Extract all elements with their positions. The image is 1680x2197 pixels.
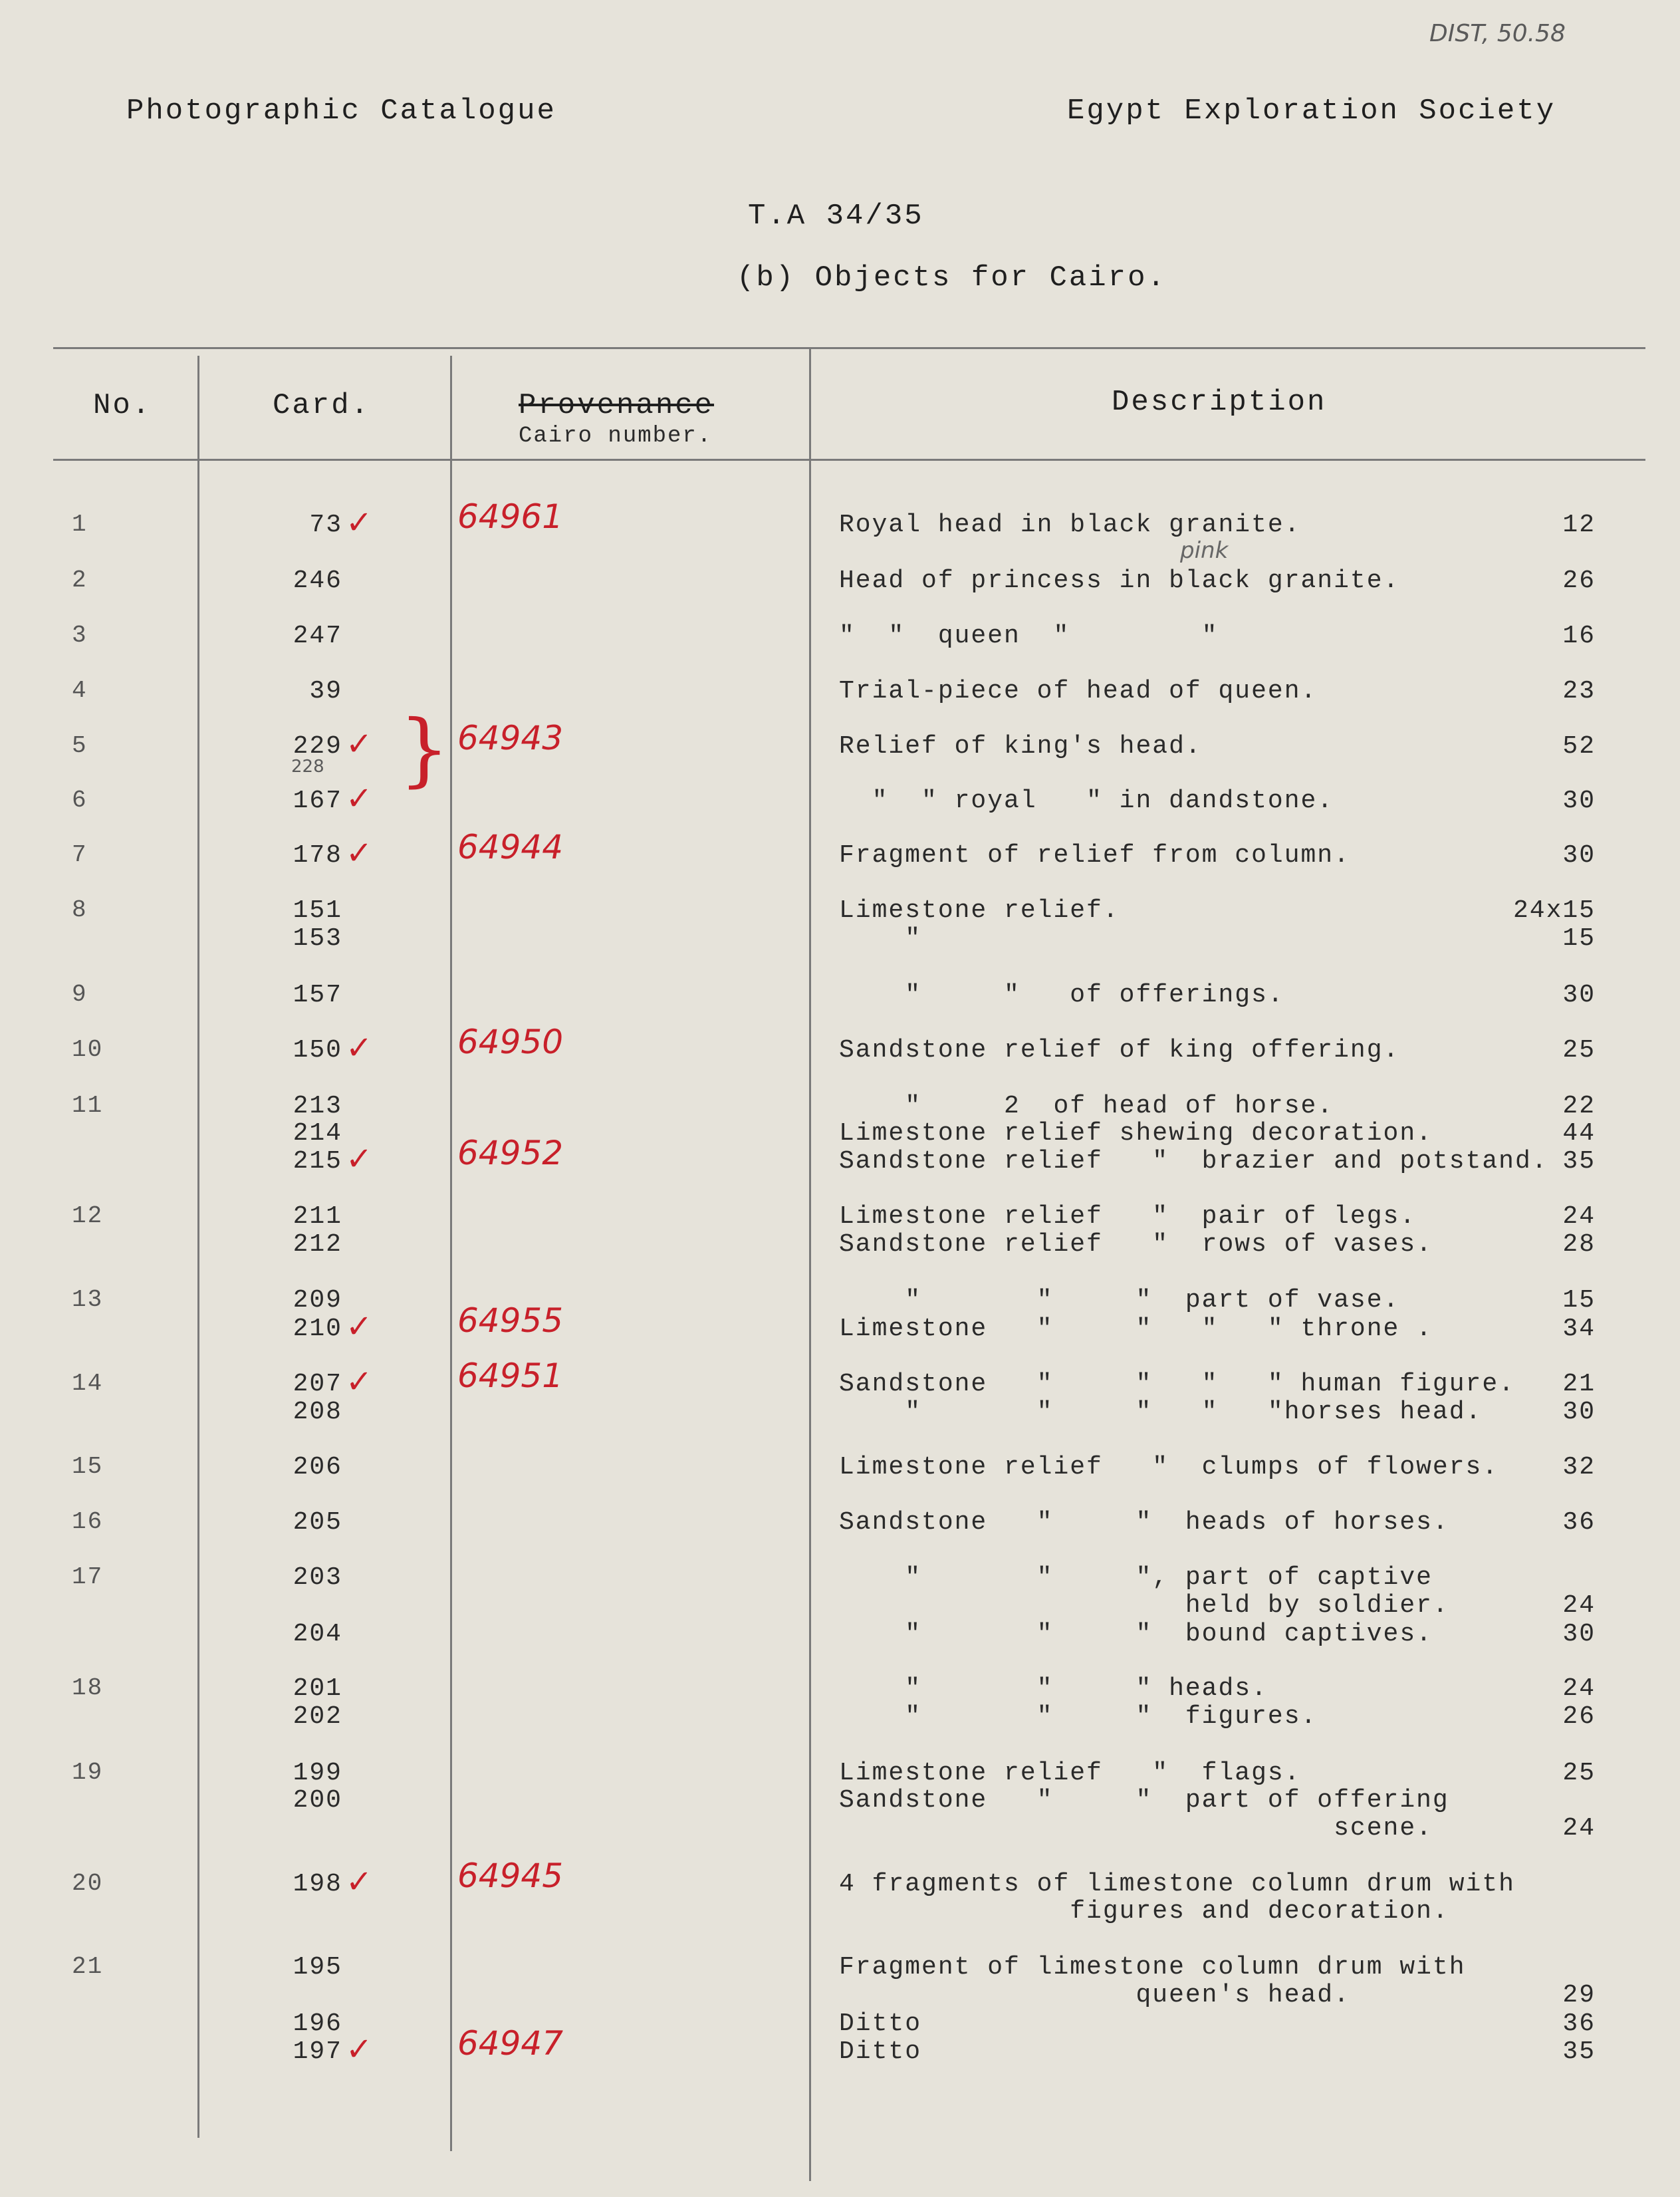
cairo-number: 64950 [457, 1023, 564, 1061]
card-number: 200 [293, 1786, 342, 1815]
description-text: Limestone relief " clumps of flowers. [839, 1453, 1499, 1482]
page-ref: T.A 34/35 [748, 199, 924, 233]
red-tick: ✓ [346, 1863, 373, 1900]
row-number: 6 [72, 787, 88, 814]
row-number: 1 [72, 511, 88, 538]
card-number: 212 [293, 1230, 342, 1259]
red-tick: ✓ [346, 1029, 373, 1067]
description-text: 4 fragments of limestone column drum with [839, 1870, 1515, 1898]
card-number: 210 [293, 1315, 342, 1343]
row-number: 18 [72, 1674, 104, 1702]
red-tick: ✓ [346, 780, 373, 817]
amount: 52 [1562, 732, 1596, 761]
card-number: 196 [293, 2009, 342, 2038]
header-left: Photographic Catalogue [126, 94, 556, 128]
description-text: " " " figures. [839, 1702, 1318, 1731]
cairo-number: 64945 [457, 1857, 564, 1895]
card-number: 208 [293, 1398, 342, 1426]
description-text: Limestone relief. [839, 896, 1120, 925]
card-number: 178 [293, 841, 342, 870]
amount: 35 [1562, 2037, 1596, 2066]
row-number: 16 [72, 1508, 104, 1535]
description-text: Ditto [839, 2009, 922, 2038]
row-number: 13 [72, 1286, 104, 1313]
amount: 25 [1562, 1759, 1596, 1787]
card-number: 203 [293, 1563, 342, 1592]
row-number: 19 [72, 1759, 104, 1786]
card-number: 201 [293, 1674, 342, 1703]
row-number: 9 [72, 981, 88, 1008]
card-number: 73 [309, 511, 342, 539]
red-tick: ✓ [346, 835, 373, 872]
table-header-rule [53, 459, 1645, 461]
card-number: 150 [293, 1036, 342, 1065]
amount: 36 [1562, 2009, 1596, 2038]
card-number: 39 [309, 677, 342, 706]
amount: 22 [1562, 1092, 1596, 1120]
description-text: Sandstone " " " " human figure. [839, 1370, 1515, 1398]
description-text: held by soldier. [839, 1591, 1449, 1620]
description-text: Sandstone " " heads of horses. [839, 1508, 1449, 1537]
description-text: " " " bound captives. [839, 1620, 1433, 1648]
description-text: scene. [839, 1814, 1433, 1843]
card-number: 202 [293, 1702, 342, 1731]
row-number: 10 [72, 1036, 104, 1063]
card-number: 207 [293, 1370, 342, 1398]
description-text: figures and decoration. [839, 1897, 1449, 1926]
amount: 23 [1562, 677, 1596, 706]
description-text: " " " part of vase. [839, 1286, 1400, 1315]
row-number: 3 [72, 622, 88, 649]
description-text: Limestone " " " " throne . [839, 1315, 1433, 1343]
amount: 24x15 [1512, 896, 1596, 925]
amount: 24 [1562, 1202, 1596, 1231]
cairo-number: 64961 [457, 497, 564, 536]
description-text: " " of offerings. [839, 981, 1284, 1009]
card-number: 151 [293, 896, 342, 925]
row-number: 21 [72, 1953, 104, 1980]
description-text: Limestone relief " pair of legs. [839, 1202, 1417, 1231]
red-tick: ✓ [346, 1363, 373, 1400]
amount: 30 [1562, 1398, 1596, 1426]
amount: 24 [1562, 1814, 1596, 1843]
amount: 36 [1562, 1508, 1596, 1537]
table-top-rule [53, 347, 1645, 349]
card-number: 247 [293, 622, 342, 650]
red-tick: ✓ [346, 504, 373, 541]
amount: 24 [1562, 1674, 1596, 1703]
row-number: 7 [72, 841, 88, 868]
description-text: Relief of king's head. [839, 732, 1202, 761]
col-description-heading: Description [1112, 386, 1327, 419]
red-brace: } [399, 704, 450, 796]
description-text: " " royal " in dandstone. [839, 787, 1334, 815]
amount: 16 [1562, 622, 1596, 650]
column-divider-2 [450, 356, 452, 2151]
amount: 15 [1562, 1286, 1596, 1315]
cairo-number: 64955 [457, 1301, 564, 1340]
amount: 32 [1562, 1453, 1596, 1482]
card-number: 199 [293, 1759, 342, 1787]
description-text: " " queen " " [839, 622, 1219, 650]
row-number: 17 [72, 1563, 104, 1591]
cairo-number: 64943 [457, 719, 564, 757]
row-number: 15 [72, 1453, 104, 1480]
cairo-number: 64951 [457, 1357, 564, 1395]
col-no-heading: No. [93, 389, 152, 422]
amount: 25 [1562, 1036, 1596, 1065]
description-text: Limestone relief " flags. [839, 1759, 1301, 1787]
card-number: 204 [293, 1620, 342, 1648]
row-number: 8 [72, 896, 88, 924]
amount: 21 [1562, 1370, 1596, 1398]
description-text: Fragment of limestone column drum with [839, 1953, 1466, 1982]
card-number: 206 [293, 1453, 342, 1482]
row-number: 12 [72, 1202, 104, 1229]
page-subtitle: (b) Objects for Cairo. [737, 261, 1167, 295]
description-text: Fragment of relief from column. [839, 841, 1350, 870]
pencil-card-228: 228 [291, 757, 324, 777]
col-provenance-heading: Provenance [519, 389, 715, 422]
card-number: 229 [293, 732, 342, 761]
description-text: Sandstone relief of king offering. [839, 1036, 1400, 1065]
description-text: " " " " "horses head. [839, 1398, 1483, 1426]
card-number: 198 [293, 1870, 342, 1898]
description-text: " " " heads. [839, 1674, 1268, 1703]
amount: 26 [1562, 567, 1596, 595]
description-text: Head of princess in black granite. [839, 567, 1400, 595]
amount: 12 [1562, 511, 1596, 539]
description-text: Sandstone relief " rows of vases. [839, 1230, 1433, 1259]
description-text: queen's head. [839, 1981, 1350, 2009]
amount: 15 [1562, 924, 1596, 953]
card-number: 167 [293, 787, 342, 815]
amount: 26 [1562, 1702, 1596, 1731]
amount: 30 [1562, 841, 1596, 870]
row-number: 20 [72, 1870, 104, 1897]
row-number: 2 [72, 567, 88, 594]
amount: 44 [1562, 1119, 1596, 1148]
description-text: Limestone relief shewing decoration. [839, 1119, 1433, 1148]
archive-mark: DIST, 50.58 [1429, 20, 1566, 47]
row-number: 14 [72, 1370, 104, 1397]
card-number: 215 [293, 1147, 342, 1176]
card-number: 209 [293, 1286, 342, 1315]
card-number: 205 [293, 1508, 342, 1537]
amount: 24 [1562, 1591, 1596, 1620]
card-number: 214 [293, 1119, 342, 1148]
amount: 28 [1562, 1230, 1596, 1259]
card-number: 157 [293, 981, 342, 1009]
red-tick: ✓ [346, 2031, 373, 2068]
description-text: " [839, 924, 922, 953]
amount: 29 [1562, 1981, 1596, 2009]
amount: 30 [1562, 1620, 1596, 1648]
description-text: Royal head in black granite. [839, 511, 1301, 539]
pencil-note-pink: pink [1180, 537, 1229, 564]
card-number: 246 [293, 567, 342, 595]
description-text: Ditto [839, 2037, 922, 2066]
row-number: 5 [72, 732, 88, 759]
header-right: Egypt Exploration Society [1067, 94, 1556, 128]
card-number: 197 [293, 2037, 342, 2066]
col-cairo-heading: Cairo number. [519, 424, 713, 449]
red-tick: ✓ [346, 725, 373, 763]
amount: 30 [1562, 981, 1596, 1009]
col-card-heading: Card. [273, 389, 371, 422]
cairo-number: 64952 [457, 1134, 564, 1172]
amount: 34 [1562, 1315, 1596, 1343]
row-number: 4 [72, 677, 88, 704]
cairo-number: 64944 [457, 828, 564, 866]
row-number: 11 [72, 1092, 104, 1119]
card-number: 213 [293, 1092, 342, 1120]
red-tick: ✓ [346, 1308, 373, 1345]
card-number: 211 [293, 1202, 342, 1231]
amount: 35 [1562, 1147, 1596, 1176]
card-number: 195 [293, 1953, 342, 1982]
description-text: Sandstone relief " brazier and potstand. [839, 1147, 1548, 1176]
card-number: 153 [293, 924, 342, 953]
column-divider-3 [809, 349, 811, 2181]
description-text: " " ", part of captive [839, 1563, 1433, 1592]
description-text: Trial-piece of head of queen. [839, 677, 1318, 706]
red-tick: ✓ [346, 1140, 373, 1178]
cairo-number: 64947 [457, 2024, 564, 2063]
description-text: Sandstone " " part of offering [839, 1786, 1449, 1815]
description-text: " 2 of head of horse. [839, 1092, 1334, 1120]
amount: 30 [1562, 787, 1596, 815]
